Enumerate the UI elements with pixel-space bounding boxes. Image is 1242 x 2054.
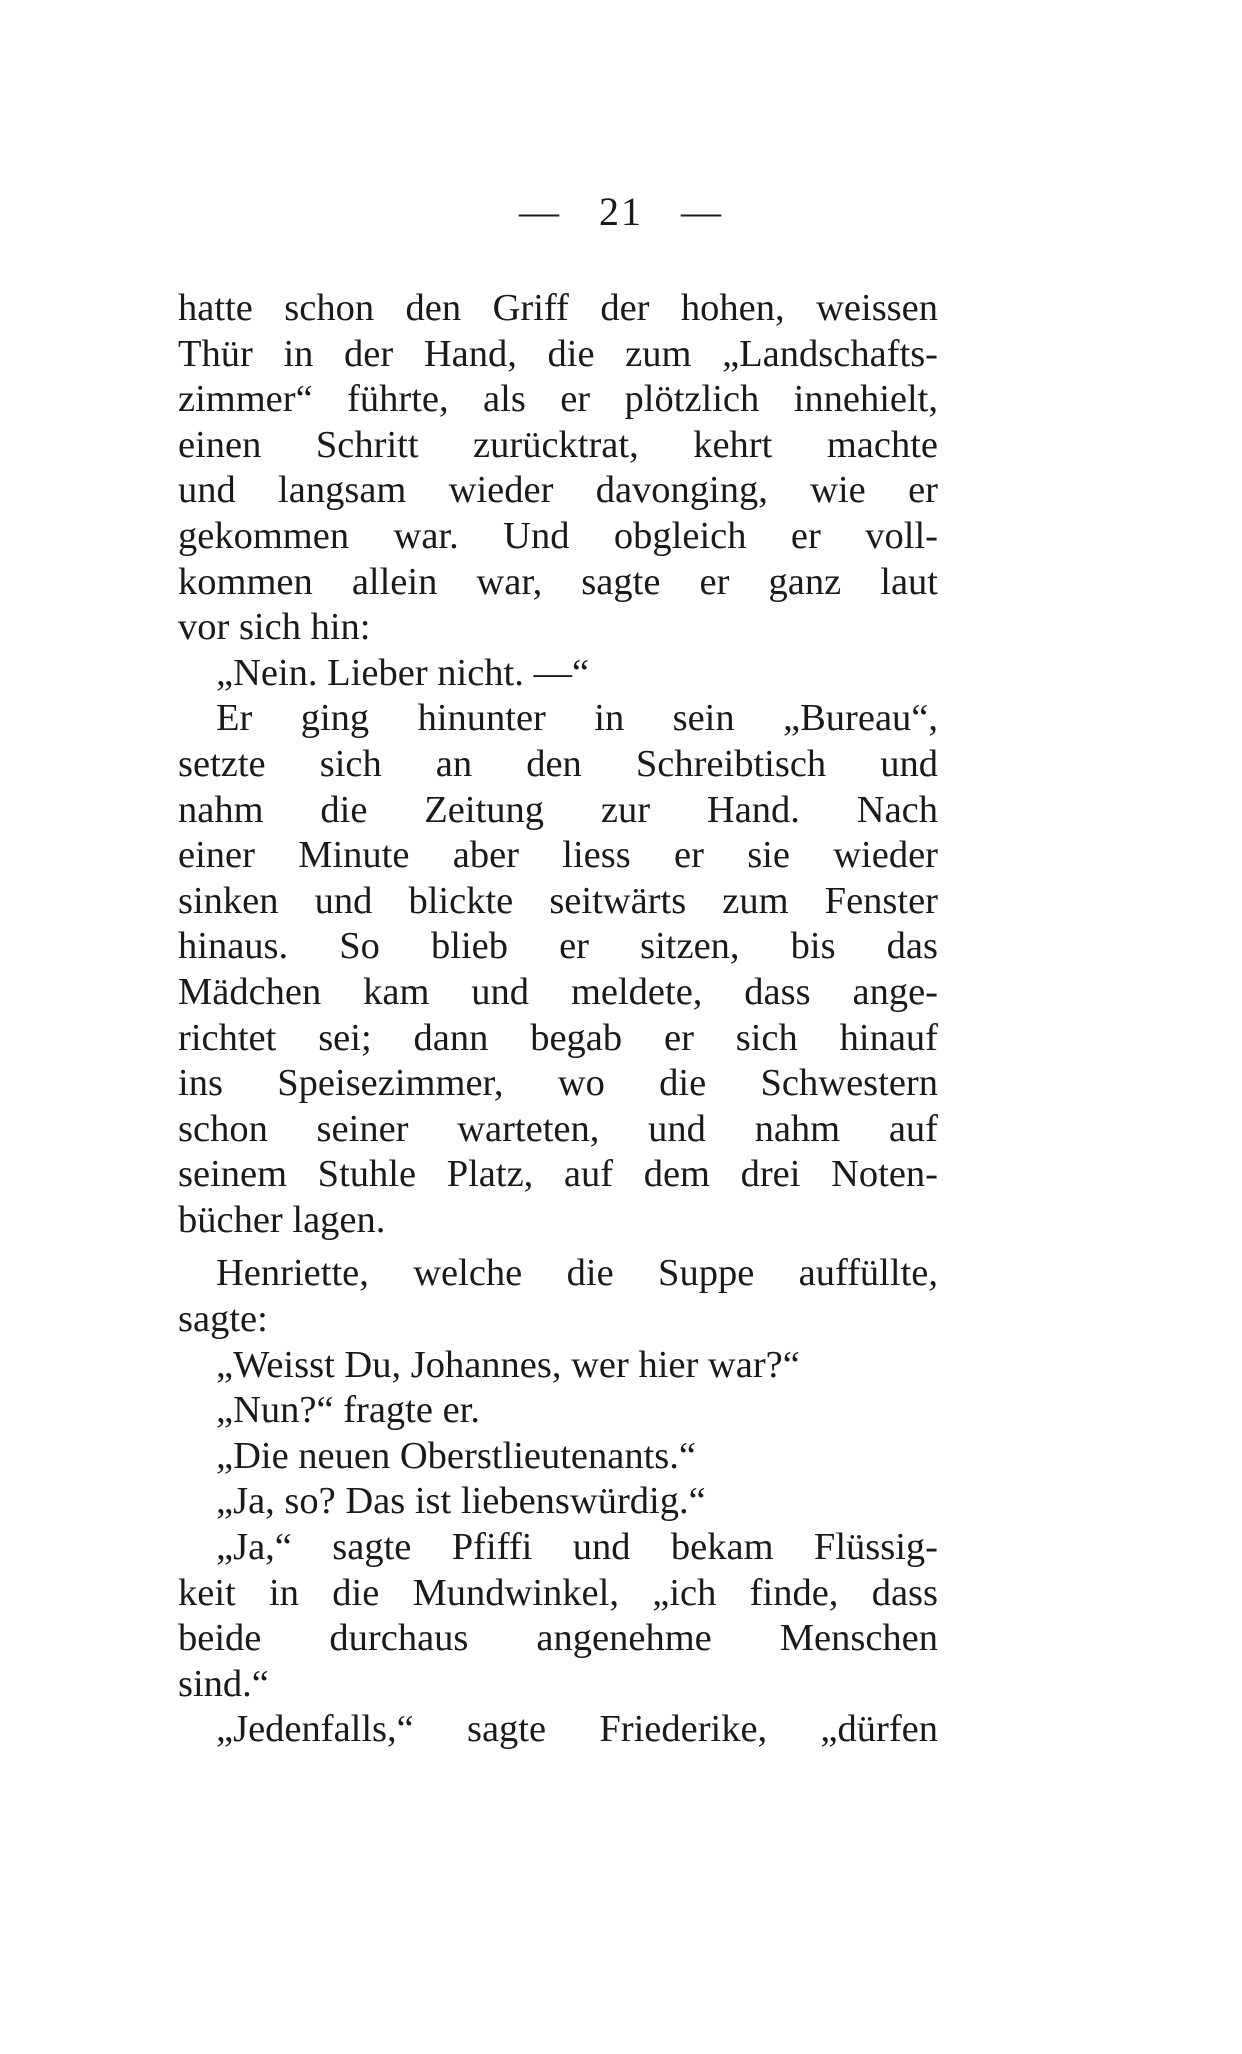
header-dash-left: —	[519, 189, 561, 234]
body-text	[178, 286, 938, 1753]
text-line: und langsam wieder davonging, wie er	[178, 469, 938, 512]
text-line: Thür in der Hand, die zum „Landschafts-	[178, 332, 938, 375]
text-line: sagte:	[178, 1298, 268, 1341]
page-number: 21	[599, 189, 643, 234]
text-line: keit in die Mundwinkel, „ich finde, dass	[178, 1571, 938, 1614]
text-line: nahm die Zeitung zur Hand. Nach	[178, 788, 938, 831]
text-line: einer Minute aber liess er sie wieder	[178, 834, 938, 877]
text-line: sinken und blickte seitwärts zum Fenster	[178, 879, 938, 922]
text-line: „Ja, so? Das ist liebenswürdig.“	[216, 1480, 706, 1523]
text-line: hatte schon den Griff der hohen, weissen	[178, 287, 938, 329]
text-line: zimmer“ führte, als er plötzlich innehielt,	[178, 378, 938, 421]
text-line: „Weisst Du, Johannes, wer hier war?“	[216, 1343, 800, 1386]
text-line: „Ja,“ sagte Pfiffi und bekam Flüssig-	[216, 1526, 938, 1569]
text-line: Mädchen kam und meldete, dass ange-	[178, 970, 938, 1013]
text-line: Er ging hinunter in sein „Bureau“,	[216, 697, 938, 740]
header-dash-right: —	[681, 189, 723, 234]
text-line: „Die neuen Oberstlieutenants.“	[216, 1434, 696, 1477]
text-line: gekommen war. Und obgleich er voll-	[178, 514, 938, 557]
text-line: „Nein. Lieber nicht. —“	[216, 651, 590, 694]
text-line: richtet sei; dann begab er sich hinauf	[178, 1016, 938, 1059]
text-line: beide durchaus angenehme Menschen	[178, 1617, 938, 1660]
text-line: schon seiner warteten, und nahm auf	[178, 1107, 938, 1150]
text-line: einen Schritt zurücktrat, kehrt machte	[178, 423, 938, 466]
text-line: setzte sich an den Schreibtisch und	[178, 742, 938, 785]
text-line: Henriette, welche die Suppe auffüllte,	[216, 1252, 938, 1295]
text-line: sind.“	[178, 1662, 269, 1705]
text-line: vor sich hin:	[178, 606, 371, 649]
text-line: hinaus. So blieb er sitzen, bis das	[178, 925, 938, 968]
text-line: seinem Stuhle Platz, auf dem drei Noten-	[178, 1153, 938, 1196]
text-line: ins Speisezimmer, wo die Schwestern	[178, 1062, 938, 1105]
page-number-header	[0, 188, 1242, 235]
text-line: „Jedenfalls,“ sagte Friederike, „dürfen	[216, 1708, 938, 1751]
text-line: „Nun?“ fragte er.	[216, 1389, 480, 1432]
text-line: kommen allein war, sagte er ganz laut	[178, 560, 938, 603]
text-line: bücher lagen.	[178, 1198, 386, 1241]
